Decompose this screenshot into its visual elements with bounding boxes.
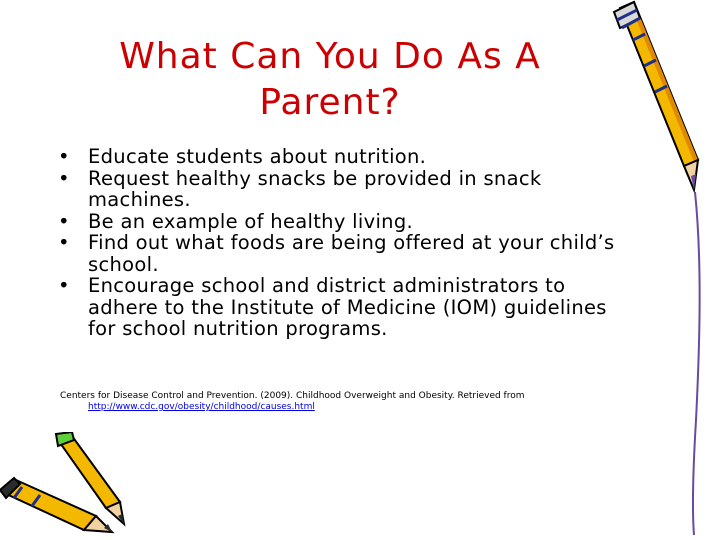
bullet-item: • Educate students about nutrition. [58,145,427,168]
citation-link[interactable]: http://www.cdc.gov/obesity/childhood/causes.html [88,402,315,412]
bullet-item: • Be an example of healthy living. [58,209,413,233]
citation-text: Centers for Disease Control and Prevention. (2009). Childhood Overweight and Obesity. Retrieved from [60,391,525,401]
pencils-icon-bottom-left [0,432,130,540]
bullet-dot: • [58,274,70,297]
bullet-list [58,146,638,340]
bullet-dot: • [58,209,70,233]
slide-title: What Can You Do As A Parent? [119,36,541,123]
bullet-dot: • [58,166,70,190]
citation [60,391,620,413]
bullet-dot: • [58,145,70,168]
bullet-dot: • [58,231,70,254]
bullet-item: • Request healthy snacks be provided in snack machines. [58,166,542,211]
pencil-icon-right [600,0,720,540]
bullet-item: • Find out what foods are being offered at your child’s school. [58,231,615,276]
bullet-item: • Encourage school and district administrators to adhere to the Institute of Medicine (IOM) guidelines for school nutrition programs. [58,274,607,340]
